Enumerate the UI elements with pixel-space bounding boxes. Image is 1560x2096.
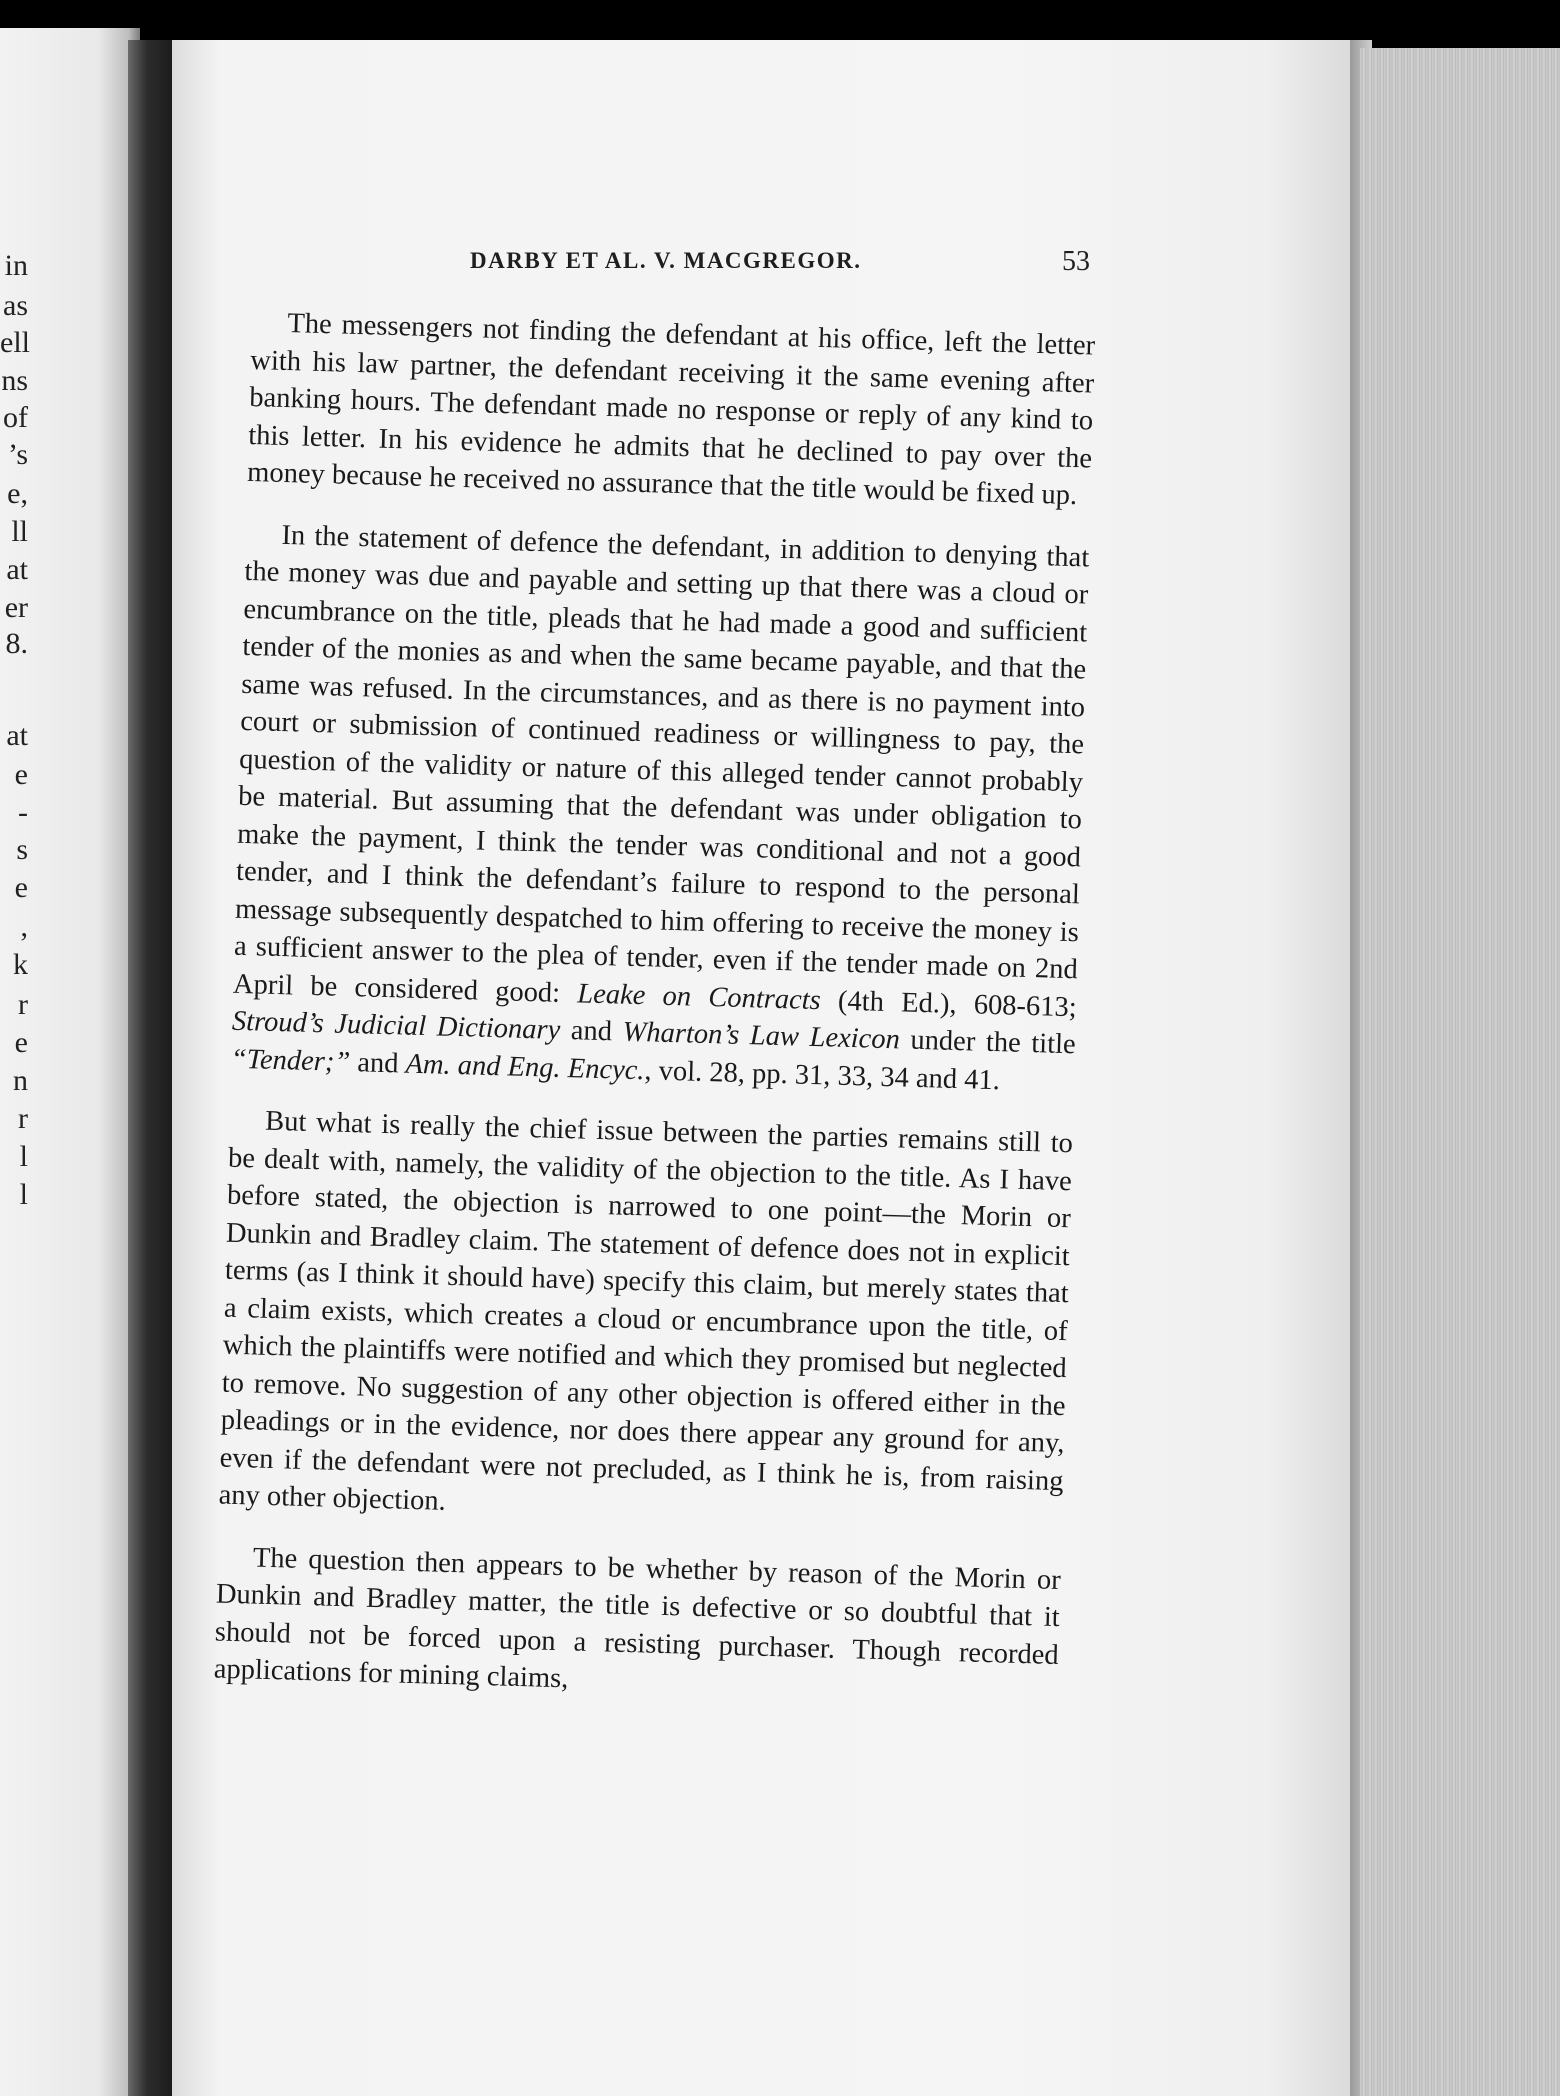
left-page-fragment: er (4, 591, 28, 624)
left-page-fragment: r (18, 988, 28, 1021)
left-page-fragment: as (3, 289, 28, 322)
paragraph-3: But what is really the chief issue between the parties remains still to be dealt with, namely, the validity of the objection to the title. As I have before stated, the objection is narrowed to one point—the Morin or Dunkin and Bradley claim. The statement of defence does not in explicit terms (as I think it should have) specify this claim, but merely states that a claim exists, which creates a cloud or encumbrance upon the title, of which the plaintiffs were notified and which they promised but neglected to remove. No suggestion of any other objection is offered either in the pleadings or in the evidence, nor does there appear any ground for any, even if the defendant were not precluded, as I think he is, from raising any other objection. (218, 1105, 1074, 1517)
left-page-fragment: s (16, 833, 28, 866)
left-page-fragment: at (6, 553, 28, 586)
left-page-fragment: e (14, 1026, 28, 1059)
paragraph-2-text-d: under the title (910, 1024, 1077, 1061)
citation-wharton: Wharton’s Law Lexicon (622, 1016, 901, 1056)
left-page-fragment: l (19, 1140, 28, 1173)
page-number: 53 (1062, 246, 1090, 277)
paragraph-2-text-a: In the statement of defence the defendant, in addition to denying that the money was due and payable and setting up that there was a cloud or encumbrance on the title, pleads that he had made a good and sufficient tender of the monies as and when the same became payable, and that the same was refused. In the circumstances, and as there is no payment into court or submission of continued readiness or willingness to pay, the question of the validity or nature of this alleged tender cannot probably be material. But assuming that the defendant was under obligation to make the payment, I think the tender was conditional and not a good tender, and I think the defendant’s failure to respond to the personal message subsequently despatched to him offering to receive the money is a sufficient answer to the plea of tender, even if the tender made on 2nd April be considered good: (232, 519, 1090, 1009)
left-page-fragment: l (19, 1178, 28, 1211)
paragraph-2-text-c: and (570, 1015, 613, 1048)
left-page-fragment: k (13, 948, 28, 981)
citation-tender: “Tender;” (230, 1043, 351, 1078)
paragraph-2-text-b: (4th Ed.), 608-613; (837, 985, 1078, 1023)
left-page-fragment: ll (11, 515, 28, 548)
left-page-fragment: at (6, 719, 28, 752)
left-page-fragment: in (4, 249, 28, 282)
left-page-fragment: 8. (5, 627, 28, 660)
left-page-fragment: n (13, 1064, 28, 1097)
citation-stroud: Stroud’s Judicial Dictionary (231, 1005, 561, 1046)
paragraph-2 (230, 515, 1089, 1101)
paragraph-2-text-f: , vol. 28, pp. 31, 33, 34 and 41. (644, 1054, 1001, 1096)
left-page-fragment: r (18, 1102, 28, 1135)
citation-am-eng-encyc: Am. and Eng. Encyc. (405, 1048, 645, 1086)
left-page-fragment: ell (0, 326, 30, 359)
book-gutter (128, 40, 176, 2096)
left-page-fragment: e (14, 758, 28, 791)
page-body (213, 304, 1096, 1736)
left-page-fragment: of (3, 401, 28, 434)
paragraph-1: The messengers not finding the defendant at his office, left the letter with his law partner, the defendant receiving it the same evening after banking hours. The defendant made no response or reply of any kind to this letter. In his evidence he admits that he declined to pay over the money because he received no assurance that the title would be fixed up. (246, 308, 1096, 512)
left-page-fragment: - (18, 796, 28, 829)
paragraph-4: The question then appears to be whether by reason of the Morin or Dunkin and Bradley matter, the title is defective or so doubtful that it should not be forced upon a resisting purchaser. Though recorded applications for mining claims, (213, 1542, 1062, 1695)
left-page-fragment: , (20, 910, 28, 943)
left-page-fragment: ’s (7, 438, 28, 471)
citation-leake: Leake on Contracts (576, 977, 822, 1016)
page-edges-stack (1360, 48, 1560, 2096)
running-title: DARBY ET AL. V. MACGREGOR. (470, 248, 862, 273)
left-page-fragment: e (14, 871, 28, 904)
left-page-fragment: ns (1, 364, 28, 397)
paragraph-2-text-e: and (356, 1046, 399, 1079)
left-page-fragment: e, (7, 477, 28, 510)
